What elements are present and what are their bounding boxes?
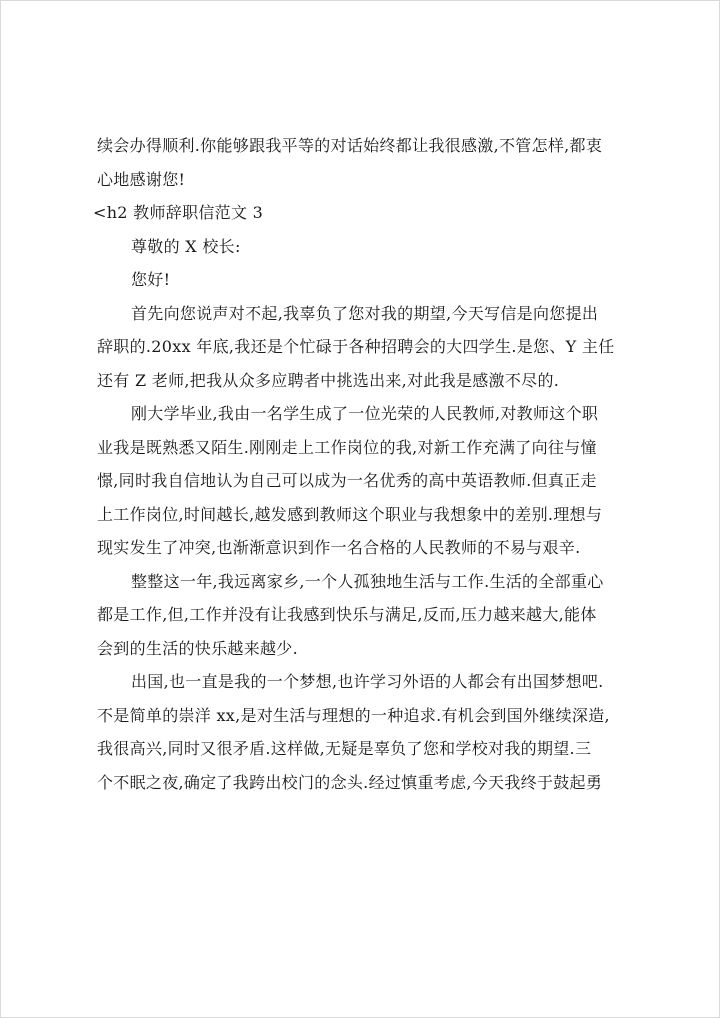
document-body <box>93 129 645 799</box>
section-heading: <h2 教师辞职信范文 3 <box>93 203 264 222</box>
paragraph-line: 辞职的.20xx 年底,我还是个忙碌于各种招聘会的大四学生.是您、Y 主任 <box>97 337 615 356</box>
paragraph-line: 出国,也一直是我的一个梦想,也许学习外语的人都会有出国梦想吧. <box>131 672 604 691</box>
paragraph-line: 首先向您说声对不起,我辜负了您对我的期望,今天写信是向您提出 <box>131 303 599 323</box>
paragraph-line: 个不眠之夜,确定了我跨出校门的念头.经过慎重考虑,今天我终于鼓起勇 <box>97 772 603 792</box>
paragraph-line: 不是简单的崇洋 xx,是对生活与理想的一种追求.有机会到国外继续深造, <box>97 705 610 725</box>
paragraph-line: 憬,同时我自信地认为自己可以成为一名优秀的高中英语教师.但真正走 <box>97 471 597 490</box>
greeting: 您好! <box>131 270 171 289</box>
paragraph-line: 上工作岗位,时间越长,越发感到教师这个职业与我想象中的差别.理想与 <box>97 504 603 524</box>
paragraph-line: 整整这一年,我远离家乡,一个人孤独地生活与工作.生活的全部重心 <box>131 571 604 591</box>
paragraph-line: 刚大学毕业,我由一名学生成了一位光荣的人民教师,对教师这个职 <box>131 404 599 423</box>
paragraph-line: 我很高兴,同时又很矛盾.这样做,无疑是辜负了您和学校对我的期望.三 <box>97 739 592 758</box>
paragraph-line: 现实发生了冲突,也渐渐意识到作一名合格的人民教师的不易与艰辛. <box>97 538 581 557</box>
paragraph-line: 业我是既熟悉又陌生.刚刚走上工作岗位的我,对新工作充满了向往与憧 <box>97 437 597 457</box>
text-line: 续会办得顺利.你能够跟我平等的对话始终都让我很感激,不管怎样,都衷 <box>97 136 603 155</box>
paragraph-line: 会到的生活的快乐越来越少. <box>97 638 298 658</box>
paragraph-line: 还有 Z 老师,把我从众多应聘者中挑选出来,对此我是感激不尽的. <box>97 370 560 390</box>
salutation: 尊敬的 X 校长: <box>131 236 241 256</box>
paragraph-line: 都是工作,但,工作并没有让我感到快乐与满足,反而,压力越来越大,能体 <box>97 605 597 624</box>
text-line: 心地感谢您! <box>97 169 186 189</box>
